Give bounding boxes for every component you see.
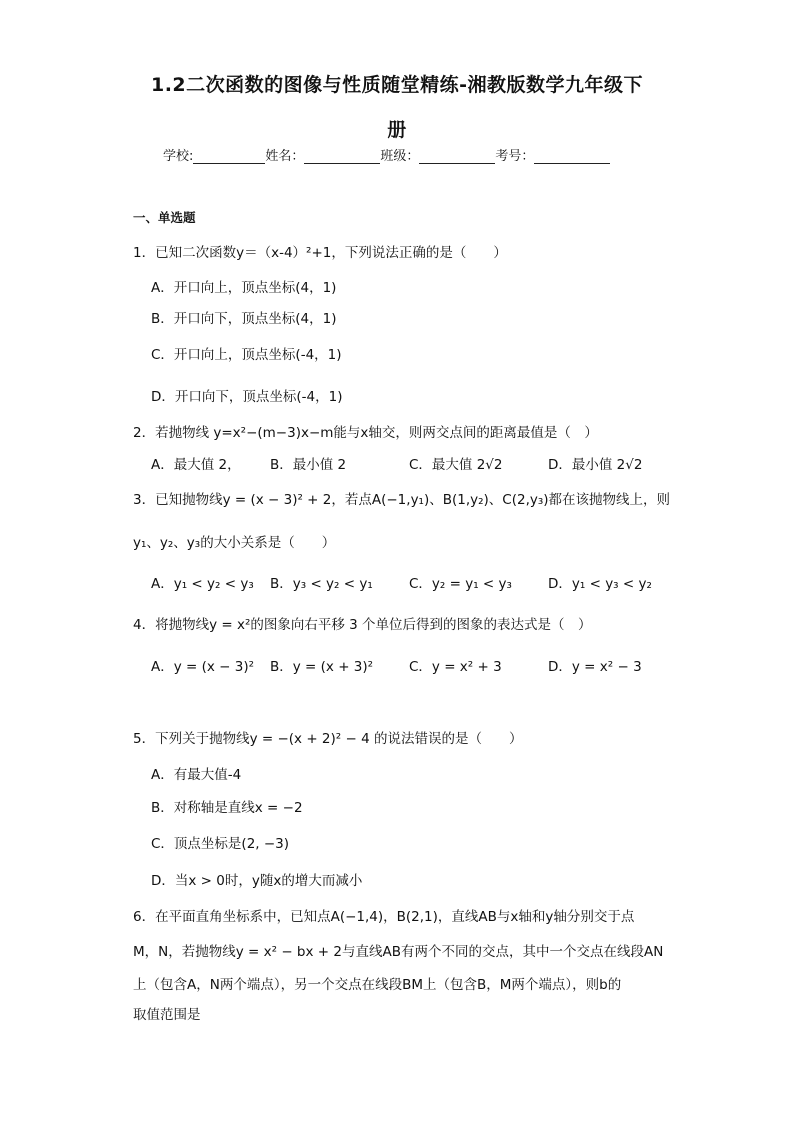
- question-3-option-a: A．y₁ < y₂ < y₃: [151, 576, 254, 592]
- question-1-stem: 1．已知二次函数y＝（x-4）²+1，下列说法正确的是（ ）: [133, 245, 507, 261]
- class-blank[interactable]: [419, 149, 495, 164]
- question-2-stem: 2．若抛物线 y=x²−(m−3)x−m能与x轴交，则两交点间的距离最值是（ ）: [133, 425, 598, 441]
- name-label: 姓名：: [265, 149, 305, 164]
- question-6-line-2: M，N，若抛物线y = x² − bx + 2与直线AB有两个不同的交点，其中一个交点在线段AN: [133, 944, 664, 960]
- question-6-line-3: 上（包含A，N两个端点），另一个交点在线段BM上（包含B，M两个端点），则b的: [133, 977, 622, 993]
- question-2-option-d: D．最小值 2√2: [548, 457, 643, 473]
- exam-number-label: 考号：: [495, 149, 535, 164]
- question-4-option-b: B．y = (x + 3)²: [270, 659, 374, 675]
- question-3-stem-line-2: y₁、y₂、y₃的大小关系是（ ）: [133, 535, 336, 551]
- section-heading: 一、单选题: [133, 210, 196, 225]
- question-2-options: [151, 453, 642, 473]
- document-title-line-2: 册: [387, 119, 407, 141]
- school-label: 学校:: [163, 149, 194, 164]
- question-5-option-c: C．顶点坐标是(2, −3): [151, 836, 290, 852]
- question-1-option-d: D．开口向下，顶点坐标(-4，1): [151, 389, 343, 405]
- question-2-option-b: B．最小值 2: [270, 457, 347, 473]
- question-6-line-4: 取值范围是: [133, 1007, 201, 1023]
- question-5-option-b: B．对称轴是直线x = −2: [151, 800, 303, 816]
- school-blank[interactable]: [193, 149, 265, 164]
- question-5-option-d: D．当x > 0时，y随x的增大而减小: [151, 873, 363, 889]
- class-label: 班级：: [380, 149, 420, 164]
- question-5-stem: 5．下列关于抛物线y = −(x + 2)² − 4 的说法错误的是（ ）: [133, 731, 523, 747]
- name-blank[interactable]: [304, 149, 380, 164]
- document-title-line-1: 1.2二次函数的图像与性质随堂精练-湘教版数学九年级下: [150, 74, 644, 96]
- question-1-option-b: B．开口向下，顶点坐标(4，1): [151, 311, 337, 327]
- question-4-option-d: D．y = x² − 3: [548, 659, 642, 675]
- question-6-line-1: 6．在平面直角坐标系中，已知点A(−1,4)，B(2,1)，直线AB与x轴和y轴分别交于点: [133, 909, 635, 925]
- question-3-option-c: C．y₂ = y₁ < y₃: [409, 576, 512, 592]
- question-4-option-c: C．y = x² + 3: [409, 659, 502, 675]
- question-3-options: [151, 572, 652, 592]
- question-3-option-b: B．y₃ < y₂ < y₁: [270, 576, 373, 592]
- student-info-row: [163, 145, 610, 164]
- question-1-option-c: C．开口向上，顶点坐标(-4，1): [151, 347, 342, 363]
- question-4-options: [151, 655, 642, 675]
- question-3-stem-line-1: 3．已知抛物线y = (x − 3)² + 2，若点A(−1,y₁)、B(1,y₂)、C(2,y₃)都在该抛物线上，则: [133, 492, 671, 508]
- question-2-option-a: A．最大值 2，: [151, 457, 241, 473]
- question-1-option-a: A．开口向上，顶点坐标(4，1): [151, 280, 337, 296]
- exam-number-blank[interactable]: [534, 149, 610, 164]
- question-5-option-a: A．有最大值-4: [151, 767, 242, 783]
- question-3-option-d: D．y₁ < y₃ < y₂: [548, 576, 652, 592]
- question-4-option-a: A．y = (x − 3)²: [151, 659, 255, 675]
- question-4-stem: 4．将抛物线y = x²的图象向右平移 3 个单位后得到的图象的表达式是（ ）: [133, 617, 592, 633]
- question-2-option-c: C．最大值 2√2: [409, 457, 503, 473]
